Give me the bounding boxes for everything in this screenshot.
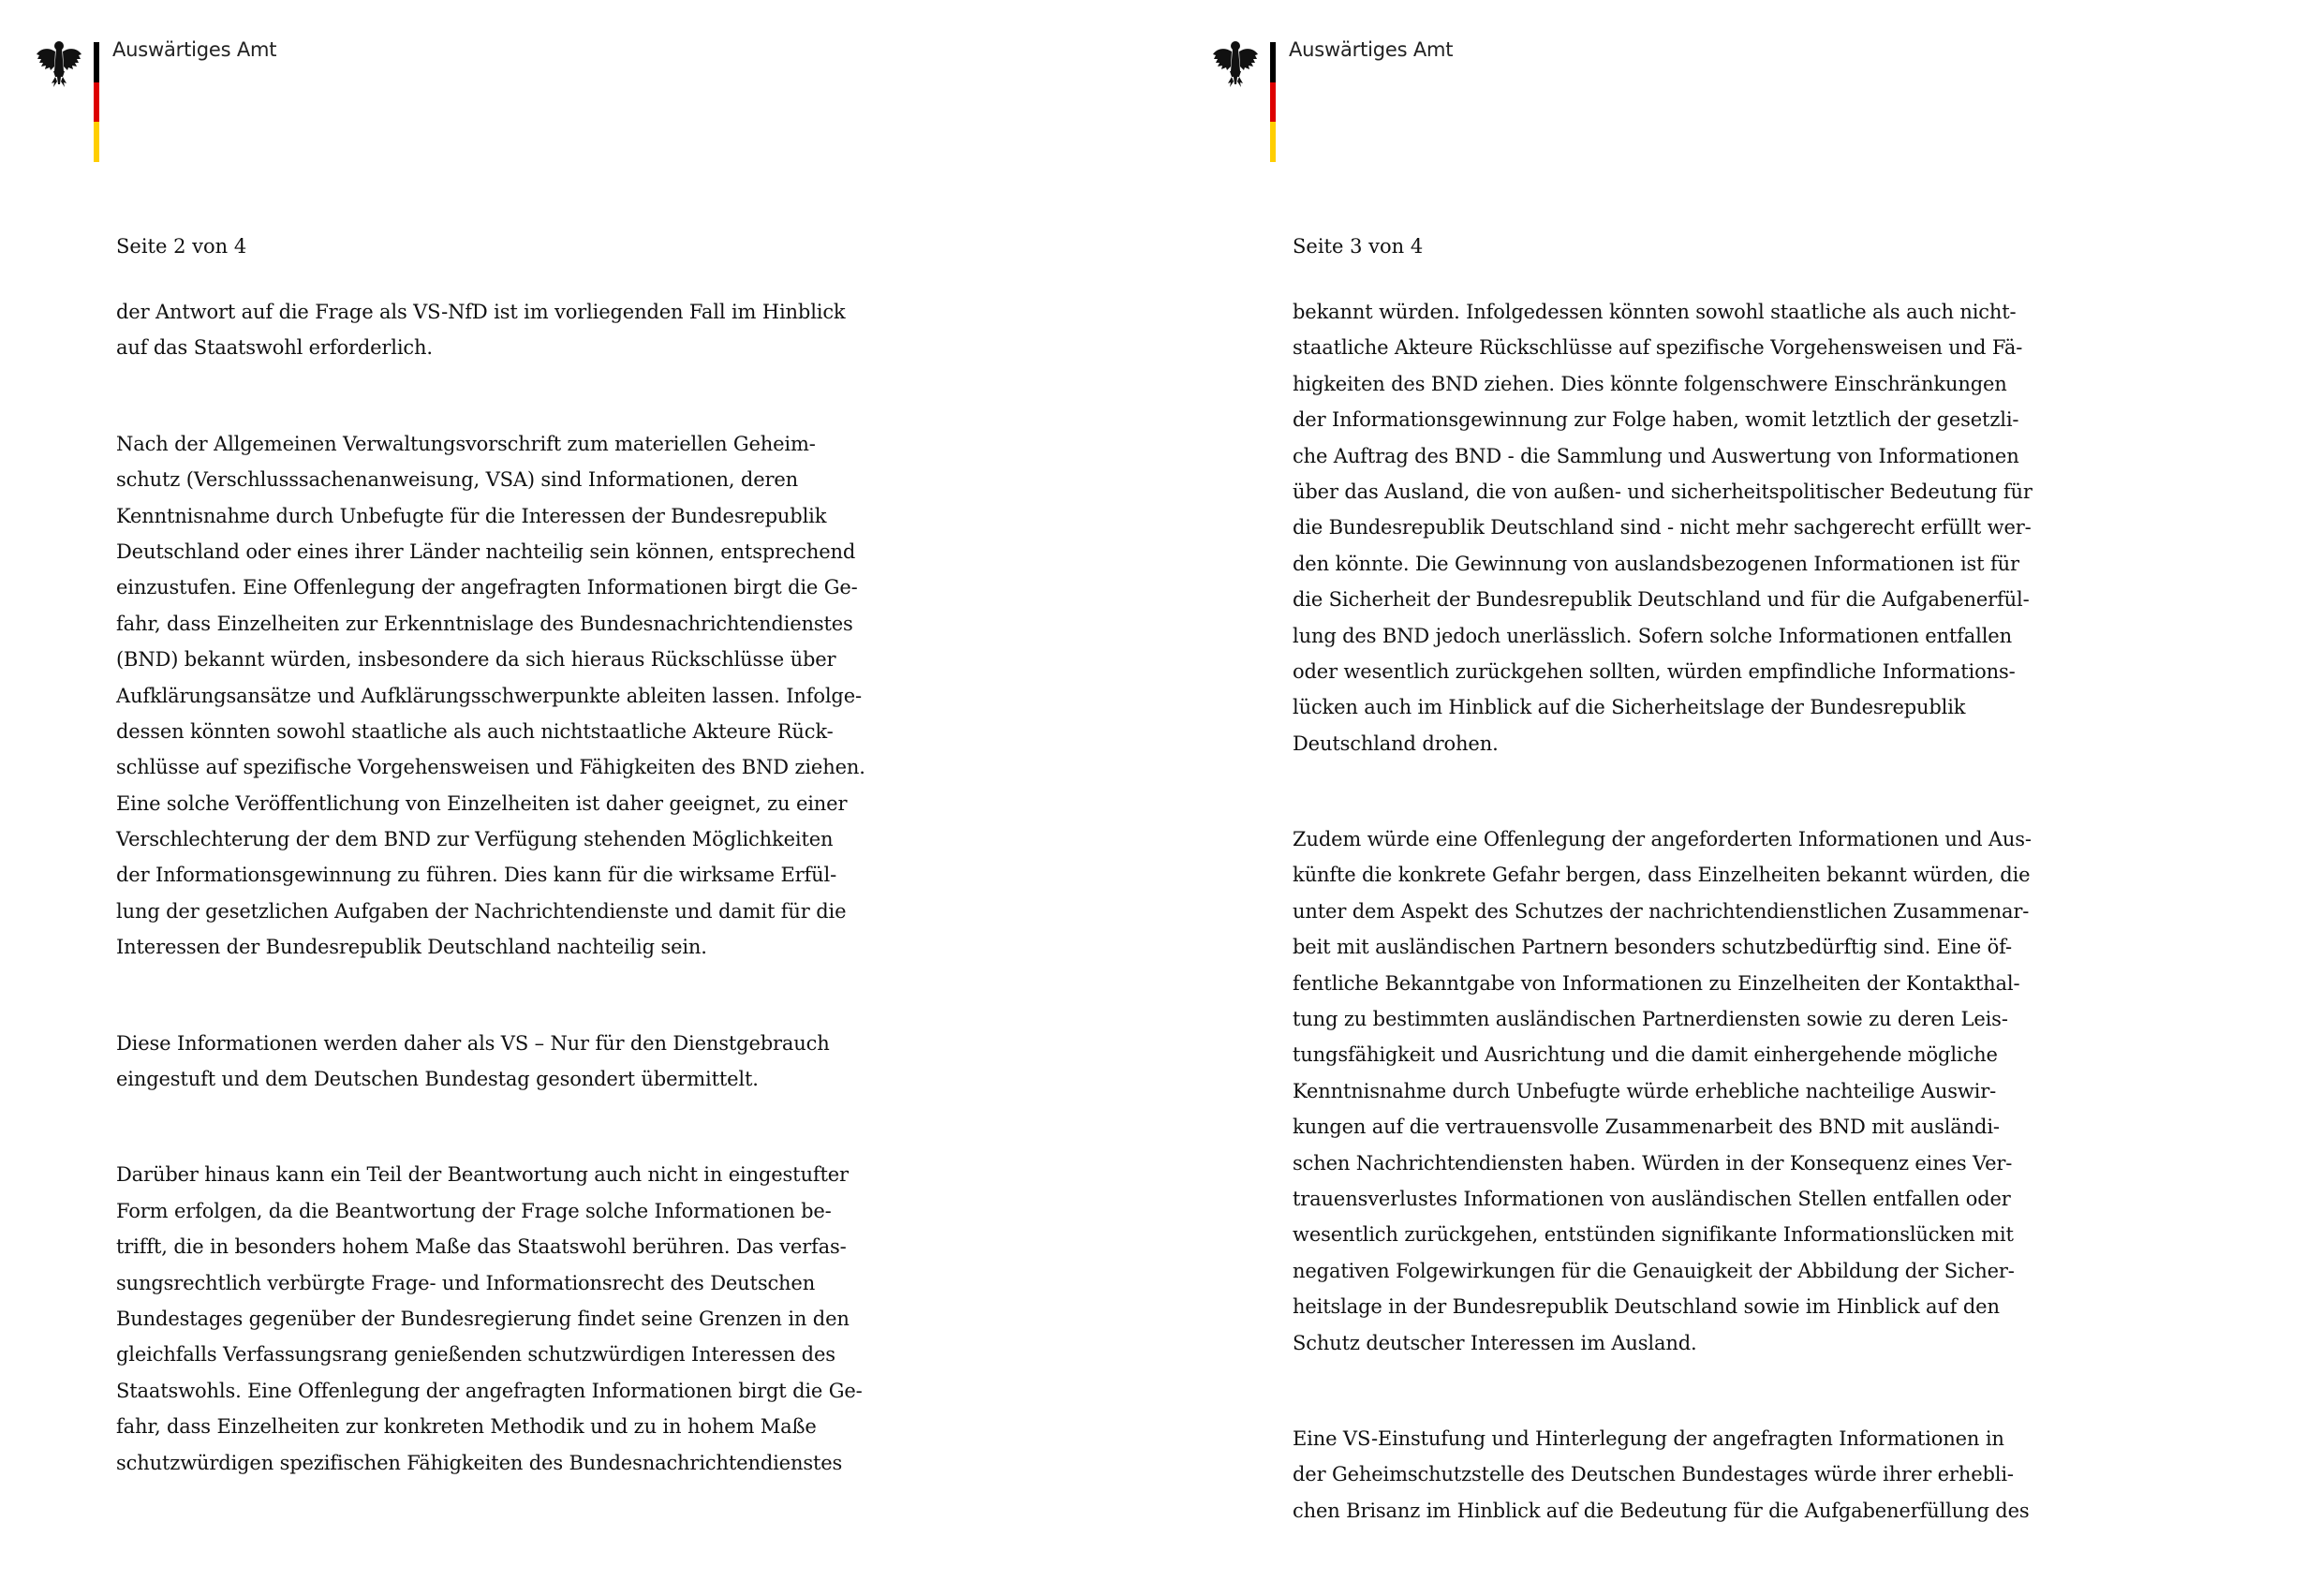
text-line: Eine VS-Einstufung und Hinterlegung der angefragten Informationen in: [1293, 1426, 2004, 1450]
text-line: heitslage in der Bundesrepublik Deutschland sowie im Hinblick auf den: [1293, 1295, 2000, 1319]
text-line: Interessen der Bundesrepublik Deutschland nachteilig sein.: [116, 936, 707, 959]
paragraph: [116, 294, 940, 366]
text-line: tungsfähigkeit und Ausrichtung und die damit einhergehende mögliche: [1293, 1043, 1998, 1067]
text-line: lung des BND jedoch unerlässlich. Sofern solche Informationen entfallen: [1293, 624, 2012, 647]
paragraph: [1293, 294, 2117, 761]
text-line: fahr, dass Einzelheiten zur Erkenntnislage des Bundesnachrichtendienstes: [116, 612, 853, 635]
text-line: schutzwürdigen spezifischen Fähigkeiten des Bundesnachrichtendienstes: [116, 1451, 843, 1474]
text-line: schlüsse auf spezifische Vorgehensweisen und Fähigkeiten des BND ziehen.: [116, 756, 865, 779]
text-line: lücken auch im Hinblick auf die Sicherheitslage der Bundesrepublik: [1293, 696, 1966, 719]
body-text: [116, 294, 940, 1541]
text-line: gleichfalls Verfassungsrang genießenden schutzwürdigen Interessen des: [116, 1343, 835, 1367]
german-flag-bar: [94, 42, 99, 162]
text-line: (BND) bekannt würden, insbesondere da sich hieraus Rückschlüsse über: [116, 648, 836, 672]
flag-black-stripe: [94, 42, 99, 82]
paragraph: [116, 1026, 940, 1098]
text-line: den könnte. Die Gewinnung von auslandsbezogenen Informationen ist für: [1293, 552, 2019, 575]
text-line: der Informationsgewinnung zur Folge haben, womit letztlich der gesetzli-: [1293, 408, 2019, 432]
flag-black-stripe: [1270, 42, 1276, 82]
agency-name: Auswärtiges Amt: [1289, 38, 1454, 61]
text-line: che Auftrag des BND - die Sammlung und Auswertung von Informationen: [1293, 444, 2019, 467]
text-line: negativen Folgewirkungen für die Genauigkeit der Abbildung der Sicher-: [1293, 1259, 2015, 1282]
text-line: Verschlechterung der dem BND zur Verfügung stehenden Möglichkeiten: [116, 828, 834, 851]
text-line: trauensverlustes Informationen von ausländischen Stellen entfallen oder: [1293, 1187, 2011, 1210]
page-number: Seite 3 von 4: [1293, 235, 1424, 258]
text-line: über das Ausland, die von außen- und sicherheitspolitischer Bedeutung für: [1293, 480, 2033, 503]
page-header: [0, 0, 562, 169]
federal-eagle-icon: [1211, 37, 1260, 90]
page-header: [1176, 0, 1738, 169]
text-line: trifft, die in besonders hohem Maße das Staatswohl berühren. Das verfas-: [116, 1235, 847, 1259]
text-line: kungen auf die vertrauensvolle Zusammenarbeit des BND mit ausländi-: [1293, 1116, 2000, 1139]
text-line: Deutschland drohen.: [1293, 732, 1499, 755]
flag-red-stripe: [1270, 82, 1276, 123]
text-line: Kenntnisnahme durch Unbefugte für die Interessen der Bundesrepublik: [116, 504, 827, 527]
document-page-3: [1176, 0, 2306, 1596]
text-line: die Bundesrepublik Deutschland sind - nicht mehr sachgerecht erfüllt wer-: [1293, 516, 2032, 539]
text-line: Bundestages gegenüber der Bundesregierung findet seine Grenzen in den: [116, 1307, 850, 1330]
text-line: Zudem würde eine Offenlegung der angeforderten Informationen und Aus-: [1293, 828, 2032, 851]
paragraph: [1293, 821, 2117, 1361]
text-line: Staatswohls. Eine Offenlegung der angefragten Informationen birgt die Ge-: [116, 1379, 863, 1402]
paragraph: [116, 1157, 940, 1481]
text-line: einzustufen. Eine Offenlegung der angefragten Informationen birgt die Ge-: [116, 576, 858, 599]
text-line: dessen könnten sowohl staatliche als auch nichtstaatliche Akteure Rück-: [116, 719, 834, 743]
text-line: higkeiten des BND ziehen. Dies könnte folgenschwere Einschränkungen: [1293, 372, 2007, 395]
text-line: auf das Staatswohl erforderlich.: [116, 336, 433, 360]
text-line: Eine solche Veröffentlichung von Einzelheiten ist daher geeignet, zu einer: [116, 791, 848, 815]
text-line: Kenntnisnahme durch Unbefugte würde erhebliche nachteilige Auswir-: [1293, 1079, 1997, 1102]
text-line: Schutz deutscher Interessen im Ausland.: [1293, 1331, 1697, 1354]
text-line: chen Brisanz im Hinblick auf die Bedeutung für die Aufgabenerfüllung des: [1293, 1499, 2030, 1522]
federal-eagle-icon: [35, 37, 83, 90]
text-line: Diese Informationen werden daher als VS – Nur für den Dienstgebrauch: [116, 1031, 830, 1055]
text-line: tung zu bestimmten ausländischen Partnerdiensten sowie zu deren Leis-: [1293, 1008, 2008, 1031]
paragraph: [116, 426, 940, 966]
text-line: Form erfolgen, da die Beantwortung der Frage solche Informationen be-: [116, 1199, 832, 1222]
text-line: lung der gesetzlichen Aufgaben der Nachrichtendienste und damit für die: [116, 899, 847, 923]
flag-gold-stripe: [1270, 122, 1276, 162]
document-page-2: [0, 0, 1152, 1596]
flag-gold-stripe: [94, 122, 99, 162]
text-line: beit mit ausländischen Partnern besonders schutzbedürftig sind. Eine öf-: [1293, 936, 2012, 959]
text-line: künfte die konkrete Gefahr bergen, dass Einzelheiten bekannt würden, die: [1293, 864, 2031, 887]
text-line: Nach der Allgemeinen Verwaltungsvorschrift zum materiellen Geheim-: [116, 432, 816, 455]
text-line: Deutschland oder eines ihrer Länder nachteilig sein können, entsprechend: [116, 539, 856, 563]
text-line: fahr, dass Einzelheiten zur konkreten Methodik und zu in hohem Maße: [116, 1415, 817, 1439]
page-number: Seite 2 von 4: [116, 235, 247, 258]
body-text: [1293, 294, 2117, 1589]
flag-red-stripe: [94, 82, 99, 123]
text-line: wesentlich zurückgehen, entstünden signifikante Informationslücken mit: [1293, 1223, 2014, 1247]
text-line: die Sicherheit der Bundesrepublik Deutschland und für die Aufgabenerfül-: [1293, 588, 2030, 612]
paragraph: [1293, 1421, 2117, 1529]
text-line: staatliche Akteure Rückschlüsse auf spezifische Vorgehensweisen und Fä-: [1293, 336, 2023, 360]
text-line: Aufklärungsansätze und Aufklärungsschwerpunkte ableiten lassen. Infolge-: [116, 684, 862, 707]
agency-name: Auswärtiges Amt: [112, 38, 277, 61]
text-line: oder wesentlich zurückgehen sollten, würden empfindliche Informations-: [1293, 659, 2016, 683]
german-flag-bar: [1270, 42, 1276, 162]
text-line: der Geheimschutzstelle des Deutschen Bundestages würde ihrer erhebli-: [1293, 1463, 2014, 1486]
text-line: Darüber hinaus kann ein Teil der Beantwortung auch nicht in eingestufter: [116, 1163, 849, 1187]
text-line: fentliche Bekanntgabe von Informationen zu Einzelheiten der Kontakthal-: [1293, 971, 2020, 995]
text-line: der Informationsgewinnung zu führen. Dies kann für die wirksame Erfül-: [116, 864, 837, 887]
text-line: der Antwort auf die Frage als VS-NfD ist im vorliegenden Fall im Hinblick: [116, 301, 846, 323]
text-line: unter dem Aspekt des Schutzes der nachrichtendienstlichen Zusammenar-: [1293, 899, 2030, 923]
text-line: eingestuft und dem Deutschen Bundestag gesondert übermittelt.: [116, 1068, 759, 1091]
text-line: schen Nachrichtendiensten haben. Würden in der Konsequenz eines Ver-: [1293, 1151, 2013, 1175]
text-line: sungsrechtlich verbürgte Frage- und Informationsrecht des Deutschen: [116, 1271, 816, 1294]
text-line: bekannt würden. Infolgedessen könnten sowohl staatliche als auch nicht-: [1293, 301, 2017, 323]
text-line: schutz (Verschlusssachenanweisung, VSA) sind Informationen, deren: [116, 468, 799, 492]
